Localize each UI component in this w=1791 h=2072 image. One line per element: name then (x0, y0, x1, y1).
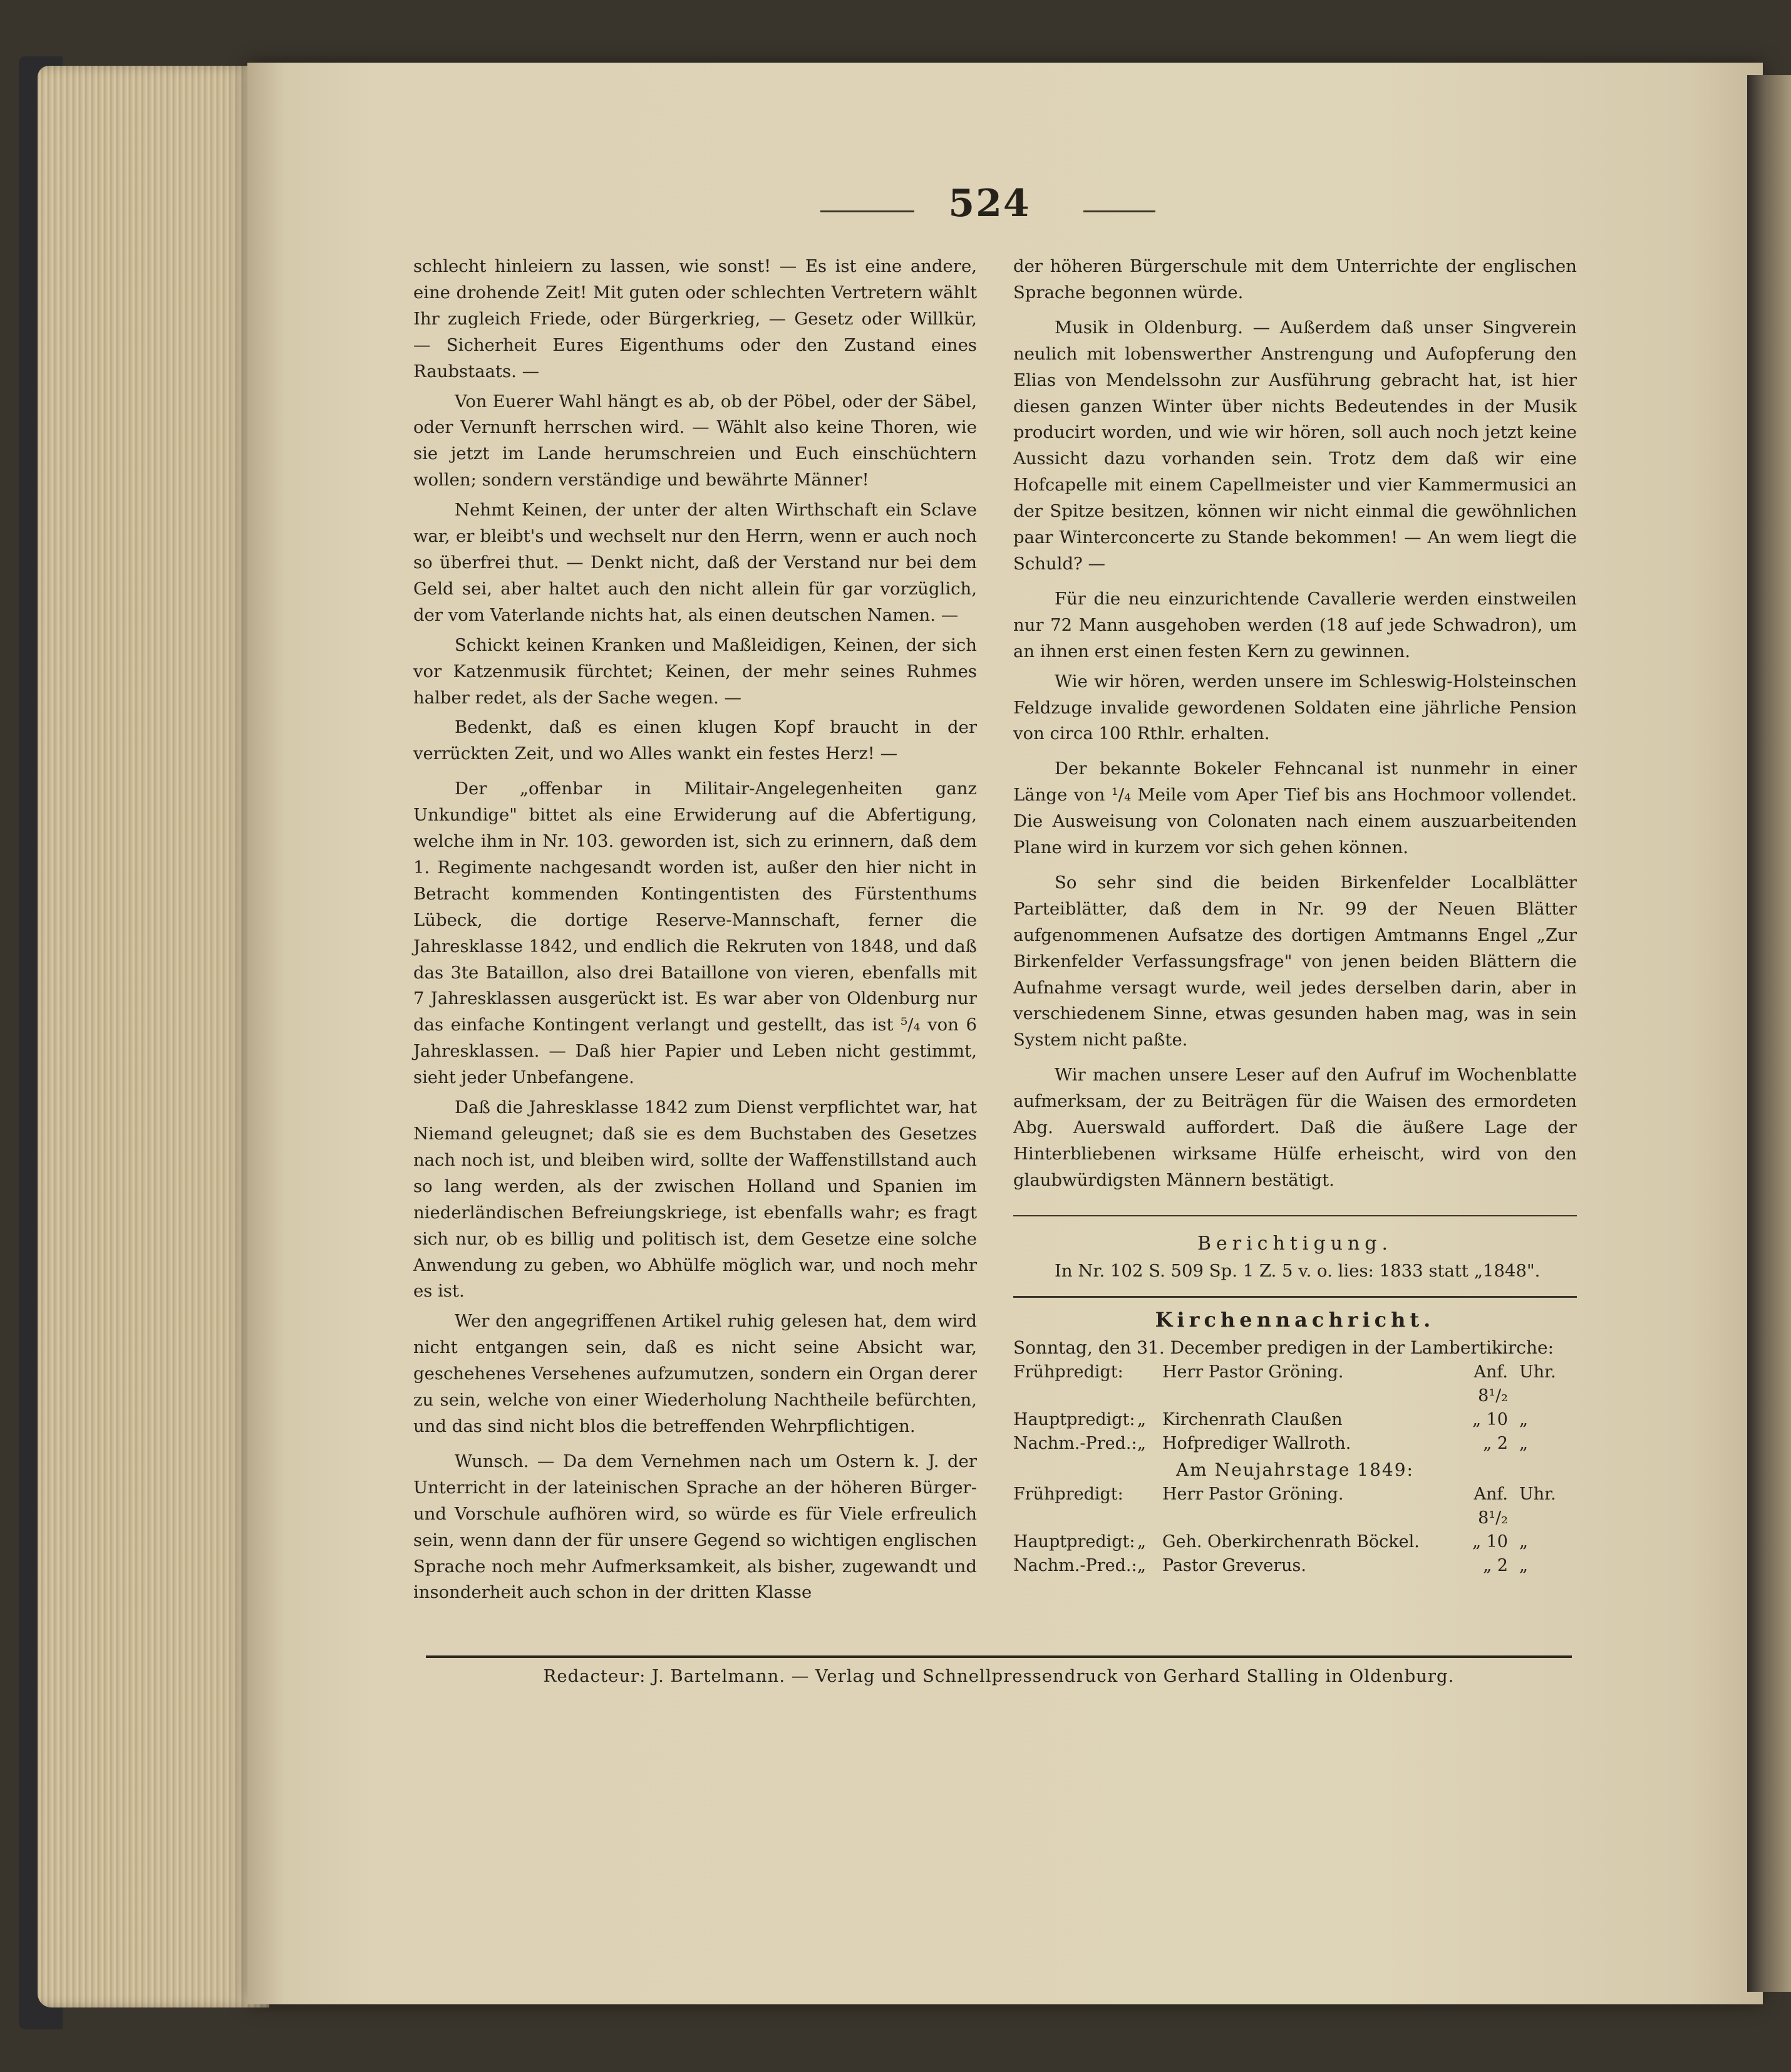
right-column-paragraphs (1013, 254, 1577, 1194)
left-column-paragraph: Der „offenbar in Militair-Angelegenheiten ganz Unkundige" bittet als eine Erwiderung auf die Abfertigung, welche ihm in Nr. 103. geworden ist, sich zu erinnern, daß dem 1. Regimente nachgesandt worden ist, außer den hier nicht in Betracht kommenden Kontingentisten des Fürstenthums Lübeck, die dortige Reserve-Mannschaft, ferner die Jahresklasse 1842, und endlich die Rekruten von 1848, und daß das 3te Bataillon, also drei Bataillone von vieren, ebenfalls mit 7 Jahresklassen ausgerückt ist. Es war aber von Oldenburg nur das einfache Kontingent verlangt und gestellt, das ist ⁵/₄ von 6 Jahresklassen. — Daß hier Papier und Leben nicht gestimmt, sieht jeder Unbefangene. (413, 779, 977, 1088)
header-rule-left (820, 210, 914, 212)
schedule-row (1013, 1408, 1577, 1432)
sunday-line: Sonntag, den 31. December predigen in der Lambertikirche: (1013, 1337, 1554, 1358)
start-time: „ 2 (1483, 1555, 1508, 1575)
preacher-name: Pastor Greverus. (1162, 1555, 1306, 1575)
right-column-paragraph: Der bekannte Bokeler Fehncanal ist nunmehr in einer Länge von ¹/₄ Meile vom Aper Tief bis ans Hochmoor vollendet. Die Ausweisung von Colonaten nach einem auszuarbeitenden Plane wird in kurzem vor sich gehen können. (1013, 759, 1577, 858)
section-rule-2 (1013, 1296, 1577, 1298)
right-column-paragraph: So sehr sind die beiden Birkenfelder Localblätter Parteiblätter, daß dem in Nr. 99 der Neuen Blätter aufgenommenen Aufsatze des dortigen Amtmanns Engel „Zur Birkenfelder Verfassungsfrage" von jenen beiden Blättern die Aufnahme versagt wurde, weil jedes derselben darin, aber in verschiedenem Sinne, etwas gesunden haben mag, was in sein System nicht paßte. (1013, 872, 1577, 1050)
left-column-paragraph: Nehmt Keinen, der unter der alten Wirthschaft ein Sclave war, er bleibt's und wechselt nur den Herrn, wenn er auch noch so überfrei thut. — Denkt nicht, daß der Verstand nur bei dem Geld sei, aber haltet auch den nicht allein für gar vorzüglich, der vom Vaterlande nichts hat, als einen deutschen Namen. — (413, 500, 977, 625)
preacher-name: Kirchenrath Claußen (1162, 1409, 1343, 1429)
left-column-paragraph: Bedenkt, daß es einen klugen Kopf braucht in der verrückten Zeit, und wo Alles wankt ein festes Herz! — (413, 717, 977, 764)
ditto-mark: „ (1137, 1555, 1146, 1575)
start-time: „ 2 (1483, 1433, 1508, 1453)
correction-heading: Berichtigung. (1197, 1232, 1393, 1255)
imprint-footer: Redacteur: J. Bartelmann. — Verlag und Schnellpressendruck von Gerhard Stalling in Oldenburg. (543, 1666, 1455, 1686)
start-time: „ 10 (1472, 1531, 1508, 1551)
right-column-paragraph: Für die neu einzurichtende Cavallerie werden einstweilen nur 72 Mann ausgehoben werden (18 auf jede Schwadron), um an ihnen erst einen festen Kern zu gewinnen. (1013, 588, 1577, 661)
right-column-paragraph: Musik in Oldenburg. — Außerdem daß unser Singverein neulich mit lobenswerther Anstrengung und Aufopferung den Elias von Mendelssohn zur Ausführung gebracht hat, ist hier diesen ganzen Winter über nichts Bedeutendes in der Musik producirt worden, und wie wir hören, soll auch noch jetzt keine Aussicht dazu vorhanden sein. Trotz dem daß wir eine Hofcapelle mit einem Capellmeister und vier Kammermusici an der Spitze besitzen, können wir nicht einmal die gewöhnlichen paar Winterconcerte zu Stande bekommen! — An wem liegt die Schuld? — (1013, 317, 1577, 574)
section-rule (1013, 1215, 1577, 1216)
left-column-paragraph: Wer den angegriffenen Artikel ruhig gelesen hat, dem wird nicht entgangen sein, daß es nicht seine Absicht war, geschehenes Versehenes aufzumutzen, sondern ein Organ derer zu sein, welche von einer Wiederholung Nachtheile befürchten, und das sind nicht blos die betreffenden Wehrpflichtigen. (413, 1311, 977, 1436)
schedule-row (1013, 1483, 1577, 1530)
time-unit: „ (1519, 1433, 1528, 1453)
left-column-paragraph: Wunsch. — Da dem Vernehmen nach um Ostern k. J. der Unterricht in der lateinischen Sprache an der höheren Bürger- und Vorschule aufhören wird, so würde es für Viele erfreulich sein, wenn dann der für unsere Gegend so wichtigen englischen Sprache noch mehr Aufmerksamkeit, als bisher, zugewandt und insonderheit auch schon in der dritten Klasse (413, 1451, 977, 1603)
ditto-mark (1137, 1483, 1162, 1530)
schedule-row (1013, 1530, 1577, 1554)
left-column-paragraph: Daß die Jahresklasse 1842 zum Dienst verpflichtet war, hat Niemand geleugnet; daß sie es dem Buchstaben des Gesetzes nach noch ist, und bleiben wird, sollte der Waffenstillstand auch so lang werden, als der zwischen Holland und Spanien im niederländischen Befreiungskriege, ist ebenfalls wahr; es fragt sich nur, ob es billig und politisch ist, dem Gesetze eine solche Anwendung zu geben, wo Abhülfe möglich war, und noch mehr es ist. (413, 1097, 977, 1302)
ditto-mark: „ (1137, 1531, 1146, 1551)
left-column-paragraph: Schickt keinen Kranken und Maßleidigen, Keinen, der sich vor Katzenmusik fürchtet; Keinen, der mehr seines Ruhmes halber redet, als der Sache wegen. — (413, 635, 977, 708)
footer-rule (426, 1655, 1572, 1658)
newyear-line: Am Neujahrstage 1849: (1176, 1459, 1414, 1480)
start-time: Anf. 8¹/₂ (1474, 1362, 1508, 1406)
schedule-row (1013, 1360, 1577, 1408)
newyear-schedule (1013, 1483, 1577, 1578)
preacher-name: Hofprediger Wallroth. (1162, 1433, 1351, 1453)
start-time: Anf. 8¹/₂ (1474, 1484, 1508, 1528)
right-column-paragraph: der höheren Bürgerschule mit dem Unterrichte der englischen Sprache begonnen würde. (1013, 256, 1577, 303)
role-label: Hauptpredigt: (1013, 1531, 1135, 1551)
header-rule-right (1083, 210, 1155, 212)
preacher-name: Geh. Oberkirchenrath Böckel. (1162, 1531, 1420, 1551)
right-column-paragraph: Wie wir hören, werden unsere im Schleswig-Holsteinschen Feldzuge invalide gewordenen Soldaten eine jährliche Pension von circa 100 Rthlr. erhalten. (1013, 671, 1577, 744)
schedule-row (1013, 1554, 1577, 1578)
time-unit: „ (1519, 1531, 1528, 1551)
role-label: Hauptpredigt: (1013, 1409, 1135, 1429)
right-column (1013, 254, 1577, 1578)
time-unit: „ (1519, 1409, 1528, 1429)
role-label: Nachm.-Pred.: (1013, 1433, 1137, 1453)
sunday-schedule (1013, 1360, 1577, 1456)
schedule-row (1013, 1432, 1577, 1456)
left-column-paragraph: schlecht hinleiern zu lassen, wie sonst! — Es ist eine andere, eine drohende Zeit! Mit guten oder schlechten Vertretern wählt Ihr zugleich Friede, oder Bürgerkrieg, — Gesetz oder Willkür, — Sicherheit Eures Eigenthums oder den Zustand eines Raubstaats. — (413, 256, 977, 381)
preacher-name: Herr Pastor Gröning. (1162, 1362, 1344, 1382)
right-column-paragraph: Wir machen unsere Leser auf den Aufruf im Wochenblatte aufmerksam, der zu Beiträgen für die Waisen des ermordeten Abg. Auerswald auffordert. Daß die äußere Lage der Hinterbliebenen wirksame Hülfe erheischt, wird von den glaubwürdigsten Männern bestätigt. (1013, 1065, 1577, 1190)
role-label: Frühpredigt: (1013, 1484, 1123, 1504)
ditto-mark: „ (1137, 1433, 1146, 1453)
page-edges (38, 66, 269, 2007)
left-column-paragraph: Von Euerer Wahl hängt es ab, ob der Pöbel, oder der Säbel, oder Vernunft herrschen wird. — Wählt also keine Thoren, wie sie jetzt im Lande herumschreien und Euch einschüchtern wollen; sondern verständige und bewährte Männer! (413, 391, 977, 490)
time-unit: Uhr. (1519, 1484, 1556, 1504)
time-unit: Uhr. (1519, 1362, 1556, 1382)
role-label: Nachm.-Pred.: (1013, 1555, 1137, 1575)
page-number: 524 (948, 182, 1031, 225)
preacher-name: Herr Pastor Gröning. (1162, 1484, 1344, 1504)
role-label: Frühpredigt: (1013, 1362, 1123, 1382)
ditto-mark: „ (1137, 1409, 1146, 1429)
next-page-edge (1747, 75, 1791, 1992)
ditto-mark (1137, 1360, 1162, 1408)
correction-text: In Nr. 102 S. 509 Sp. 1 Z. 5 v. o. lies: 1833 statt „1848". (1055, 1260, 1541, 1281)
left-column (413, 254, 977, 1610)
time-unit: „ (1519, 1555, 1528, 1575)
start-time: „ 10 (1472, 1409, 1508, 1429)
church-notice-heading: Kirchennachricht. (1155, 1307, 1435, 1332)
